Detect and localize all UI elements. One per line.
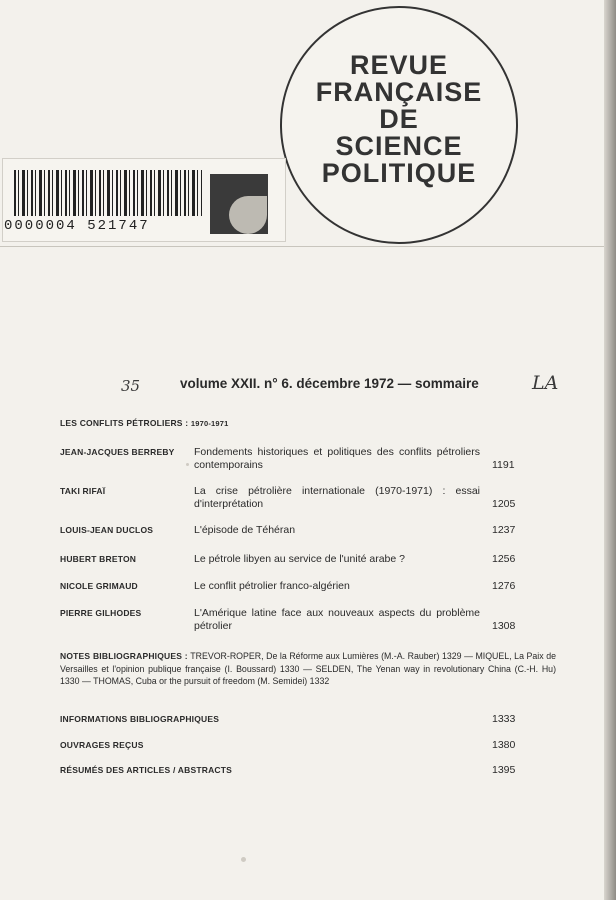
notes-bibliographiques [60, 650, 556, 688]
article-title: Le conflit pétrolier franco-algérien [194, 580, 350, 592]
logo-line: FRANÇAISE [315, 77, 483, 107]
logo-line: REVUE [349, 50, 449, 80]
section-years: 1970-1971 [190, 419, 229, 428]
handwritten-annotation-left: 35 [121, 377, 141, 395]
article-author: JEAN-JACQUES BERREBY [60, 447, 175, 457]
info-label: OUVRAGES REÇUS [60, 740, 144, 750]
article-author: NICOLE GRIMAUD [60, 581, 138, 591]
info-label: INFORMATIONS BIBLIOGRAPHIQUES [60, 714, 220, 724]
section-title-text: LES CONFLITS PÉTROLIERS : [60, 418, 189, 428]
article-title: La crise pétrolière internationale (1970-1971) : essai d'interprétation [194, 485, 480, 510]
logo-line: POLITIQUE [321, 158, 477, 188]
page-edge-shadow [604, 0, 616, 900]
article-page: 1276 [492, 580, 516, 592]
paper-speck [241, 857, 246, 862]
article-page: 1191 [492, 459, 515, 471]
article-page: 1237 [492, 524, 516, 536]
logo-line: DE [379, 104, 419, 134]
article-author: LOUIS-JEAN DUCLOS [60, 525, 154, 535]
notes-text: TREVOR-ROPER, De la Réforme aux Lumières (M.-A. Rauber) 1329 — MIQUEL, La Paix de Versailles et l'opinion publique française (I. Boussard) 1330 — SELDEN, The Yenan way in revolutionary China (C.-H. Hu) 1330 — THOMAS, Cuba or the pursuit of freedom (M. Semidei) 1332 [60, 651, 556, 686]
barcode-icon [14, 170, 202, 216]
info-page: 1333 [492, 713, 516, 725]
article-page: 1308 [492, 620, 516, 632]
journal-logo-text [282, 52, 516, 187]
article-title: L'épisode de Téhéran [194, 524, 296, 536]
paper-speck [186, 463, 189, 466]
article-author: HUBERT BRETON [60, 554, 137, 564]
article-title: Le pétrole libyen au service de l'unité arabe ? [194, 553, 405, 565]
notes-label: NOTES BIBLIOGRAPHIQUES : [60, 651, 188, 661]
article-author: PIERRE GILHODES [60, 608, 142, 618]
article-page: 1256 [492, 553, 516, 565]
info-page: 1395 [492, 764, 516, 776]
issue-heading: volume XXII. n° 6. décembre 1972 — sommaire [180, 376, 479, 391]
barcode-digits: 0000004 521747 [4, 218, 150, 234]
info-label: RÉSUMÉS DES ARTICLES / ABSTRACTS [60, 765, 233, 775]
info-page: 1380 [492, 739, 516, 751]
article-title: Fondements historiques et politiques des conflits pétroliers contemporains [194, 446, 480, 471]
cover-fold-line [0, 246, 604, 247]
article-author: TAKI RIFAÏ [60, 486, 106, 496]
article-page: 1205 [492, 498, 516, 510]
stamp-emblem-icon [229, 196, 267, 234]
logo-line: SCIENCE [335, 131, 463, 161]
section-title [60, 418, 229, 428]
handwritten-annotation-right: LA [532, 372, 559, 394]
article-title: L'Amérique latine face aux nouveaux aspects du problème pétrolier [194, 607, 480, 632]
